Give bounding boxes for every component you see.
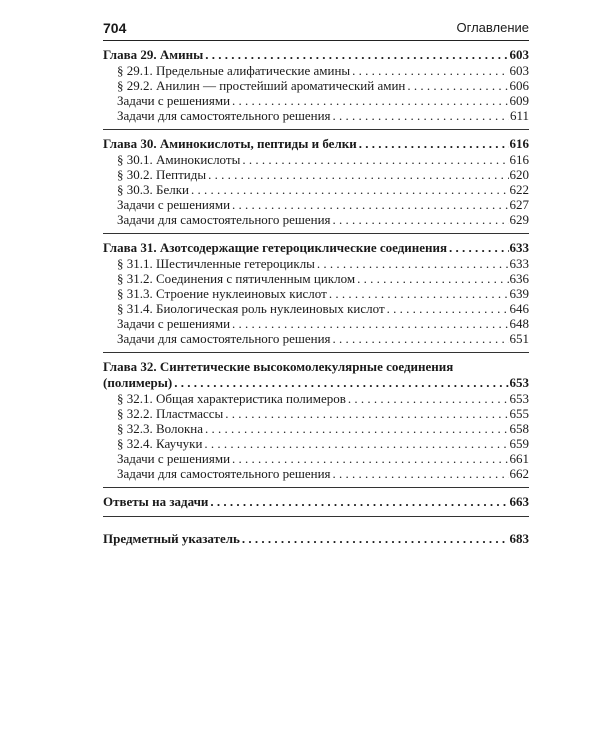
chapter-title: Глава 31. Азотсодержащие гетероциклические соединения bbox=[103, 240, 448, 255]
leader-dots bbox=[205, 421, 508, 436]
page-header bbox=[103, 18, 529, 42]
toc-entry[interactable] bbox=[103, 182, 529, 197]
index-title: Предметный указатель bbox=[103, 531, 240, 546]
toc-entry[interactable] bbox=[103, 47, 529, 63]
section-title: § 31.3. Строение нуклеиновых кислот bbox=[117, 286, 327, 301]
toc-entry[interactable] bbox=[103, 301, 529, 316]
page-ref: 629 bbox=[509, 212, 529, 227]
page-ref: 662 bbox=[509, 466, 529, 481]
toc-entry[interactable] bbox=[103, 391, 529, 406]
leader-dots bbox=[210, 494, 508, 510]
leader-dots bbox=[359, 136, 509, 152]
header-rule bbox=[103, 40, 529, 41]
toc-entry[interactable] bbox=[103, 152, 529, 167]
leader-dots bbox=[357, 271, 508, 286]
toc-entry[interactable] bbox=[103, 375, 529, 391]
page-ref: 633 bbox=[509, 240, 529, 255]
page-ref: 648 bbox=[509, 316, 529, 331]
section-title: § 30.2. Пептиды bbox=[117, 167, 207, 182]
leader-dots bbox=[329, 286, 509, 301]
leader-dots bbox=[333, 108, 509, 123]
page-ref: 661 bbox=[509, 451, 529, 466]
leader-dots bbox=[205, 47, 508, 63]
page-ref: 627 bbox=[509, 197, 529, 212]
page-ref: 603 bbox=[509, 47, 529, 62]
toc-entry[interactable] bbox=[103, 316, 529, 331]
section-title: Задачи для самостоятельного решения bbox=[117, 212, 331, 227]
page-ref: 683 bbox=[509, 531, 529, 546]
leader-dots bbox=[204, 436, 508, 451]
toc-entry[interactable] bbox=[103, 108, 529, 123]
leader-dots bbox=[174, 375, 508, 391]
page-ref: 655 bbox=[509, 406, 529, 421]
toc-entry[interactable] bbox=[103, 197, 529, 212]
section-title: Задачи для самостоятельного решения bbox=[117, 108, 331, 123]
toc-entry[interactable] bbox=[103, 63, 529, 78]
answers-title: Ответы на задачи bbox=[103, 494, 209, 509]
page-ref: 659 bbox=[509, 436, 529, 451]
toc-entry[interactable] bbox=[103, 494, 529, 510]
leader-dots bbox=[387, 301, 509, 316]
toc-entry[interactable] bbox=[103, 466, 529, 481]
toc-entry[interactable] bbox=[103, 436, 529, 451]
toc-entry[interactable] bbox=[103, 212, 529, 227]
page-ref: 653 bbox=[509, 391, 529, 406]
page-ref: 658 bbox=[509, 421, 529, 436]
section-title: § 32.1. Общая характеристика полимеров bbox=[117, 391, 346, 406]
toc-entry[interactable] bbox=[103, 256, 529, 271]
section-title: § 30.1. Аминокислоты bbox=[117, 152, 241, 167]
leader-dots bbox=[242, 152, 508, 167]
table-of-contents bbox=[103, 47, 529, 559]
section-title: § 29.2. Анилин — простейший ароматический амин bbox=[117, 78, 406, 93]
section-title: Задачи с решениями bbox=[117, 451, 231, 466]
toc-entry[interactable] bbox=[103, 451, 529, 466]
leader-dots bbox=[352, 63, 508, 78]
toc-entry[interactable] bbox=[103, 331, 529, 346]
chapter-30 bbox=[103, 136, 529, 234]
section-title: § 32.2. Пластмассы bbox=[117, 406, 224, 421]
leader-dots bbox=[449, 240, 508, 256]
section-title: Задачи с решениями bbox=[117, 93, 231, 108]
leader-dots bbox=[191, 182, 509, 197]
toc-entry[interactable] bbox=[103, 78, 529, 93]
leader-dots bbox=[225, 406, 508, 421]
page-ref: 653 bbox=[509, 375, 529, 390]
leader-dots bbox=[232, 316, 508, 331]
index-section bbox=[103, 523, 529, 553]
toc-entry[interactable] bbox=[103, 286, 529, 301]
section-title: § 32.4. Каучуки bbox=[117, 436, 203, 451]
page-ref: 646 bbox=[509, 301, 529, 316]
page-ref: 620 bbox=[509, 167, 529, 182]
page-ref: 633 bbox=[509, 256, 529, 271]
section-title: Задачи с решениями bbox=[117, 197, 231, 212]
page-ref: 651 bbox=[509, 331, 529, 346]
toc-entry[interactable] bbox=[103, 136, 529, 152]
chapter-32 bbox=[103, 359, 529, 488]
page-ref: 609 bbox=[509, 93, 529, 108]
leader-dots bbox=[333, 466, 509, 481]
toc-entry[interactable] bbox=[103, 167, 529, 182]
page-ref: 622 bbox=[509, 182, 529, 197]
page-ref: 606 bbox=[509, 78, 529, 93]
chapter-title-line2: (полимеры) bbox=[103, 375, 173, 390]
section-title: § 31.1. Шестичленные гетероциклы bbox=[117, 256, 315, 271]
toc-entry[interactable] bbox=[103, 406, 529, 421]
section-title: § 31.4. Биологическая роль нуклеиновых кислот bbox=[117, 301, 385, 316]
page-ref: 611 bbox=[509, 108, 529, 123]
toc-entry[interactable] bbox=[103, 93, 529, 108]
toc-entry[interactable] bbox=[103, 271, 529, 286]
page-ref: 603 bbox=[509, 63, 529, 78]
chapter-title: Глава 30. Аминокислоты, пептиды и белки bbox=[103, 136, 357, 151]
chapter-31 bbox=[103, 240, 529, 353]
page-ref: 636 bbox=[509, 271, 529, 286]
section-title: Задачи для самостоятельного решения bbox=[117, 331, 331, 346]
section-title: § 30.3. Белки bbox=[117, 182, 189, 197]
leader-dots bbox=[232, 197, 508, 212]
leader-dots bbox=[232, 93, 508, 108]
answers-section bbox=[103, 494, 529, 517]
leader-dots bbox=[407, 78, 508, 93]
page-ref: 663 bbox=[509, 494, 529, 509]
leader-dots bbox=[333, 331, 509, 346]
leader-dots bbox=[348, 391, 509, 406]
chapter-title-line1[interactable]: Глава 32. Синтетические высокомолекулярные соединения bbox=[103, 359, 454, 374]
section-title: § 31.2. Соединения с пятичленным циклом bbox=[117, 271, 356, 286]
section-title: § 29.1. Предельные алифатические амины bbox=[117, 63, 351, 78]
running-title: Оглавление bbox=[456, 20, 529, 35]
leader-dots bbox=[232, 451, 508, 466]
page-ref: 616 bbox=[509, 152, 529, 167]
page-number: 704 bbox=[103, 20, 127, 36]
leader-dots bbox=[208, 167, 508, 182]
section-title: § 32.3. Волокна bbox=[117, 421, 204, 436]
page-ref: 616 bbox=[509, 136, 529, 151]
leader-dots bbox=[242, 531, 509, 547]
toc-entry[interactable] bbox=[103, 531, 529, 547]
leader-dots bbox=[333, 212, 509, 227]
section-title: Задачи для самостоятельного решения bbox=[117, 466, 331, 481]
leader-dots bbox=[317, 256, 509, 271]
page-ref: 639 bbox=[509, 286, 529, 301]
chapter-title: Глава 29. Амины bbox=[103, 47, 204, 62]
chapter-29 bbox=[103, 47, 529, 130]
section-title: Задачи с решениями bbox=[117, 316, 231, 331]
toc-entry[interactable] bbox=[103, 421, 529, 436]
toc-entry[interactable] bbox=[103, 240, 529, 256]
